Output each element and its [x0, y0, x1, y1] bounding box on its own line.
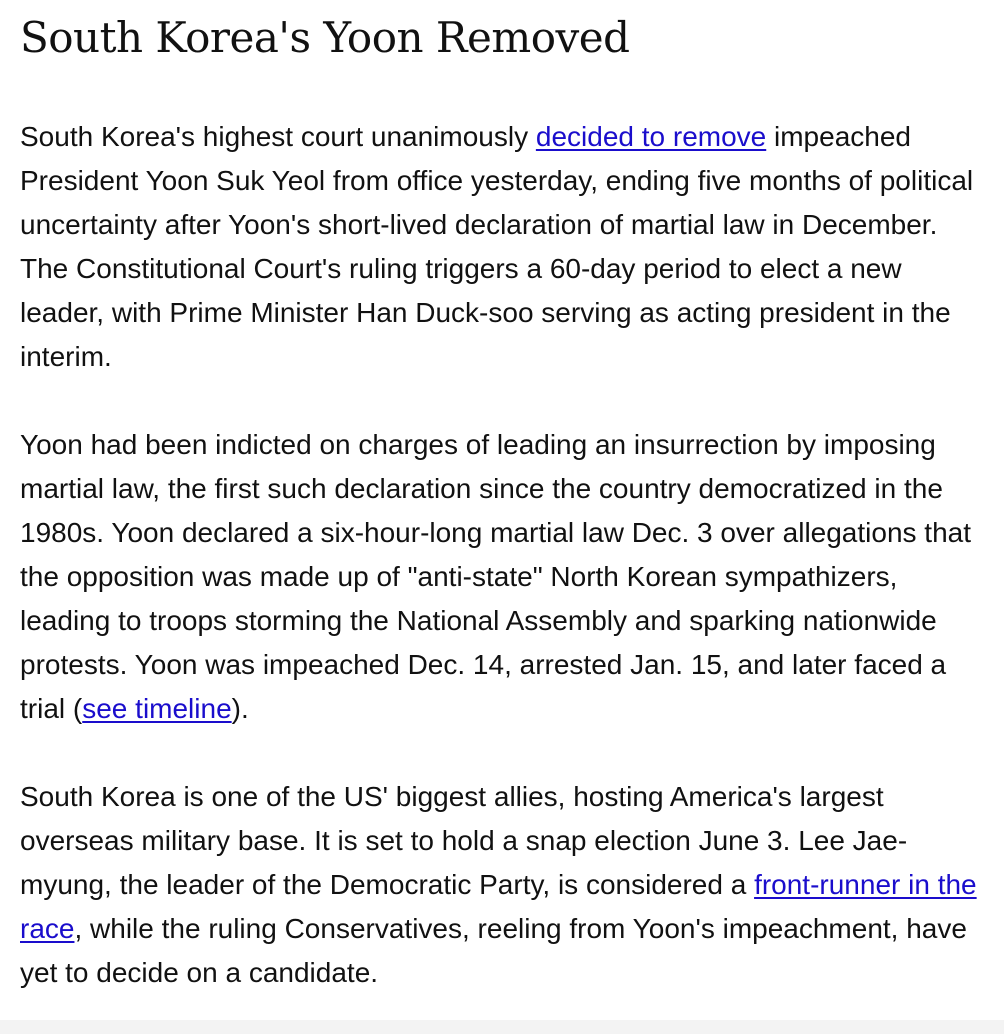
paragraph-2-text-after: ). [231, 693, 249, 724]
paragraph-3-text-before: South Korea is one of the US' biggest allies, hosting America's largest overseas military base. It is set to hold a snap election June 3. Lee Jae-myung, the leader of the Democratic Party, is considered a [20, 781, 908, 900]
footer-divider [0, 1020, 1004, 1034]
decided-to-remove-link[interactable]: decided to remove [535, 121, 767, 152]
paragraph-2-text-before: Yoon had been indicted on charges of leading an insurrection by imposing martial law, the first such declaration since the country democratized in the 1980s. Yoon declared a six-hour-long martial law Dec. 3 over allegations that the opposition was made up of "anti-state" North Korean sympathizers, leading to troops storming the National Assembly and sparking nationwide protests. Yoon was impeached Dec. 14, arrested Jan. 15, and later faced a trial ( [20, 429, 972, 724]
paragraph-1-text-after: impeached President Yoon Suk Yeol from office yesterday, ending five months of political uncertainty after Yoon's short-lived declaration of martial law in December. The Constitutional Court's ruling triggers a 60-day period to elect a new leader, with Prime Minister Han Duck-soo serving as acting president in the interim. [20, 121, 974, 372]
article-headline: South Korea's Yoon Removed [20, 13, 630, 62]
article-paragraph-1 [20, 115, 984, 379]
paragraph-3-text-after: , while the ruling Conservatives, reeling from Yoon's impeachment, have yet to decide on a candidate. [20, 913, 967, 988]
see-timeline-link[interactable]: see timeline [82, 693, 232, 724]
front-runner-link[interactable]: front-runner in the race [20, 869, 977, 944]
paragraph-1-text-before: South Korea's highest court unanimously [20, 121, 536, 152]
article-paragraph-2 [20, 423, 984, 731]
article-paragraph-3 [20, 775, 984, 995]
